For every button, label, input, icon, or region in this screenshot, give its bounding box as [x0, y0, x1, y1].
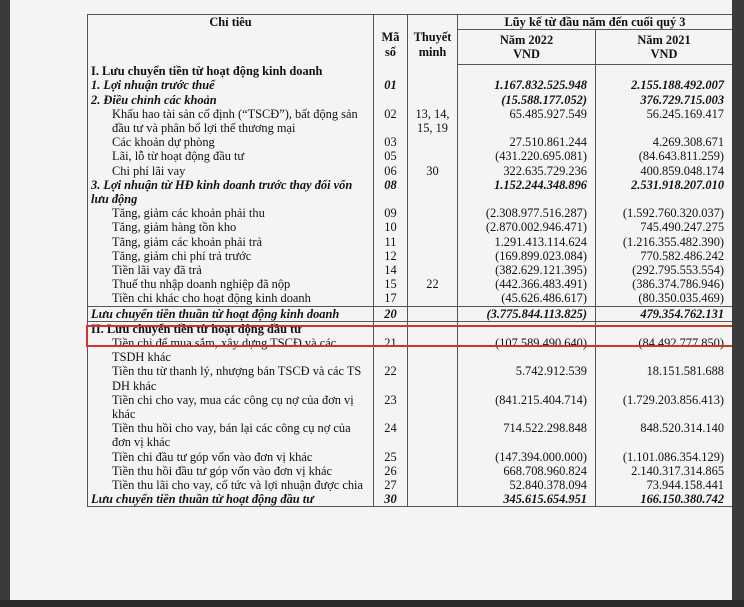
row-code: 02 — [374, 107, 408, 135]
bottom-strip — [0, 600, 744, 607]
row-value-2022: (2.308.977.516.287) — [458, 206, 596, 220]
row-value-2021: (80.350.035.469) — [596, 291, 733, 306]
row-value-2021: 376.729.715.003 — [596, 93, 733, 107]
row-note — [408, 135, 458, 149]
row-label: Tiền chi đầu tư góp vốn vào đơn vị khác — [88, 450, 374, 464]
row-label: Thuế thu nhập doanh nghiệp đã nộp — [88, 277, 374, 291]
row-label: 2. Điều chỉnh các khoản — [88, 93, 374, 107]
row-label: II. Lưu chuyển tiền từ hoạt động đầu tư — [88, 321, 374, 336]
row-label: Chi phí lãi vay — [88, 164, 374, 178]
row-note — [408, 263, 458, 277]
row-code: 14 — [374, 263, 408, 277]
row-note — [408, 206, 458, 220]
row-value-2021: 2.140.317.314.865 — [596, 464, 733, 478]
row-value-2021: (1.729.203.856.413) — [596, 393, 733, 421]
row-value-2022: (442.366.483.491) — [458, 277, 596, 291]
table-row — [88, 149, 733, 163]
row-note — [408, 235, 458, 249]
row-label: Tiền chi để mua sắm, xây dựng TSCĐ và các TSDH khác — [88, 336, 374, 364]
row-note — [408, 450, 458, 464]
row-note — [408, 178, 458, 206]
row-value-2021 — [596, 64, 733, 78]
row-value-2021: 400.859.048.174 — [596, 164, 733, 178]
row-note — [408, 478, 458, 492]
row-note — [408, 64, 458, 78]
row-note — [408, 421, 458, 449]
row-label: Lưu chuyển tiền thuần từ hoạt động kinh doanh — [88, 306, 374, 321]
row-note — [408, 220, 458, 234]
row-value-2022: 345.615.654.951 — [458, 492, 596, 507]
row-value-2022: 1.152.244.348.896 — [458, 178, 596, 206]
row-value-2022: (15.588.177.052) — [458, 93, 596, 107]
row-code: 26 — [374, 464, 408, 478]
table-row — [88, 277, 733, 291]
row-value-2021: (1.592.760.320.037) — [596, 206, 733, 220]
row-value-2022: (841.215.404.714) — [458, 393, 596, 421]
header-thuyet-minh: Thuyết minh — [408, 15, 458, 65]
table-row — [88, 450, 733, 464]
row-label: Tiền lãi vay đã trả — [88, 263, 374, 277]
row-value-2022: 27.510.861.244 — [458, 135, 596, 149]
row-code: 06 — [374, 164, 408, 178]
table-row — [88, 364, 733, 392]
row-value-2022: (107.589.490.640) — [458, 336, 596, 364]
row-code: 03 — [374, 135, 408, 149]
row-value-2022: (431.220.695.081) — [458, 149, 596, 163]
row-code: 01 — [374, 78, 408, 92]
row-code — [374, 321, 408, 336]
table-row — [88, 492, 733, 507]
row-value-2022: 322.635.729.236 — [458, 164, 596, 178]
row-label: Tiền thu hồi đầu tư góp vốn vào đơn vị khác — [88, 464, 374, 478]
row-label: 3. Lợi nhuận từ HĐ kinh doanh trước thay đổi vốn lưu động — [88, 178, 374, 206]
row-note — [408, 291, 458, 306]
header-vnd-2021: VND — [596, 47, 733, 64]
table-row — [88, 178, 733, 206]
header-vnd-2022: VND — [458, 47, 596, 64]
header-nam-2021: Năm 2021 — [596, 30, 733, 48]
row-value-2021: (1.216.355.482.390) — [596, 235, 733, 249]
row-value-2022 — [458, 321, 596, 336]
row-label: Tiền chi khác cho hoạt động kinh doanh — [88, 291, 374, 306]
row-value-2021: 56.245.169.417 — [596, 107, 733, 135]
row-note: 13, 14, 15, 19 — [408, 107, 458, 135]
row-label: Tiền thu hồi cho vay, bán lại các công cụ nợ của đơn vị khác — [88, 421, 374, 449]
table-row — [88, 336, 733, 364]
row-value-2021 — [596, 321, 733, 336]
row-note — [408, 93, 458, 107]
row-value-2022 — [458, 64, 596, 78]
row-code: 05 — [374, 149, 408, 163]
row-note: 22 — [408, 277, 458, 291]
row-label: Lưu chuyển tiền thuần từ hoạt động đầu tư — [88, 492, 374, 507]
row-code — [374, 93, 408, 107]
row-label: Tiền thu từ thanh lý, nhượng bán TSCĐ và các TS DH khác — [88, 364, 374, 392]
table-row — [88, 464, 733, 478]
row-value-2021: 2.531.918.207.010 — [596, 178, 733, 206]
table-row — [88, 135, 733, 149]
row-value-2021: 4.269.308.671 — [596, 135, 733, 149]
cash-flow-table — [87, 14, 732, 507]
row-code: 23 — [374, 393, 408, 421]
row-label: Tiền chi cho vay, mua các công cụ nợ của đơn vị khác — [88, 393, 374, 421]
header-chi-tieu: Chỉ tiêu — [88, 15, 374, 65]
row-value-2022: (147.394.000.000) — [458, 450, 596, 464]
row-code: 30 — [374, 492, 408, 507]
row-code: 22 — [374, 364, 408, 392]
row-label: Các khoản dự phòng — [88, 135, 374, 149]
row-value-2022: 1.291.413.114.624 — [458, 235, 596, 249]
row-label: Tăng, giảm các khoản phải trả — [88, 235, 374, 249]
row-code: 25 — [374, 450, 408, 464]
row-value-2021: 848.520.314.140 — [596, 421, 733, 449]
row-note — [408, 492, 458, 507]
table-row — [88, 206, 733, 220]
row-code: 10 — [374, 220, 408, 234]
row-label: Tiền thu lãi cho vay, cổ tức và lợi nhuận được chia — [88, 478, 374, 492]
row-value-2021: 770.582.486.242 — [596, 249, 733, 263]
row-value-2021: 745.490.247.275 — [596, 220, 733, 234]
row-code: 27 — [374, 478, 408, 492]
row-note — [408, 364, 458, 392]
table-row — [88, 421, 733, 449]
row-value-2021: (292.795.553.554) — [596, 263, 733, 277]
row-code: 09 — [374, 206, 408, 220]
row-label: 1. Lợi nhuận trước thuế — [88, 78, 374, 92]
row-value-2022: (169.899.023.084) — [458, 249, 596, 263]
row-value-2021: (84.643.811.259) — [596, 149, 733, 163]
row-value-2021: 479.354.762.131 — [596, 306, 733, 321]
row-note — [408, 149, 458, 163]
header-ma-so: Mã số — [374, 15, 408, 65]
header-luy-ke: Lũy kế từ đầu năm đến cuối quý 3 — [458, 15, 733, 30]
row-value-2022: (382.629.121.395) — [458, 263, 596, 277]
row-code: 17 — [374, 291, 408, 306]
table-row — [88, 393, 733, 421]
row-value-2022: 52.840.378.094 — [458, 478, 596, 492]
row-code: 15 — [374, 277, 408, 291]
row-label: Khấu hao tài sản cố định (“TSCĐ”), bất động sản đầu tư và phân bổ lợi thế thương mại — [88, 107, 374, 135]
row-note — [408, 336, 458, 364]
row-note — [408, 321, 458, 336]
row-note: 30 — [408, 164, 458, 178]
table-row — [88, 78, 733, 92]
row-value-2021: (84.492.777.850) — [596, 336, 733, 364]
table-row — [88, 263, 733, 277]
table-row — [88, 64, 733, 78]
row-note — [408, 78, 458, 92]
row-value-2021: (1.101.086.354.129) — [596, 450, 733, 464]
row-value-2021: 166.150.380.742 — [596, 492, 733, 507]
table-row — [88, 107, 733, 135]
table-row — [88, 93, 733, 107]
row-value-2022: (3.775.844.113.825) — [458, 306, 596, 321]
row-value-2022: (45.626.486.617) — [458, 291, 596, 306]
row-note — [408, 306, 458, 321]
row-value-2021: 2.155.188.492.007 — [596, 78, 733, 92]
document-page — [10, 0, 732, 600]
row-value-2021: (386.374.786.946) — [596, 277, 733, 291]
row-value-2021: 18.151.581.688 — [596, 364, 733, 392]
row-code: 12 — [374, 249, 408, 263]
table-row — [88, 220, 733, 234]
row-code: 11 — [374, 235, 408, 249]
table-row — [88, 321, 733, 336]
header-nam-2022: Năm 2022 — [458, 30, 596, 48]
table-row — [88, 306, 733, 321]
row-label: Lãi, lỗ từ hoạt động đầu tư — [88, 149, 374, 163]
row-value-2022: 668.708.960.824 — [458, 464, 596, 478]
row-value-2022: 1.167.832.525.948 — [458, 78, 596, 92]
row-note — [408, 249, 458, 263]
row-code: 08 — [374, 178, 408, 206]
row-value-2021: 73.944.158.441 — [596, 478, 733, 492]
row-value-2022: 714.522.298.848 — [458, 421, 596, 449]
row-code: 24 — [374, 421, 408, 449]
row-label: Tăng, giảm hàng tồn kho — [88, 220, 374, 234]
row-code: 20 — [374, 306, 408, 321]
table-row — [88, 164, 733, 178]
table-body — [88, 64, 733, 507]
row-value-2022: 5.742.912.539 — [458, 364, 596, 392]
row-code — [374, 64, 408, 78]
row-value-2022: 65.485.927.549 — [458, 107, 596, 135]
row-value-2022: (2.870.002.946.471) — [458, 220, 596, 234]
row-label: Tăng, giảm chi phí trả trước — [88, 249, 374, 263]
table-row — [88, 291, 733, 306]
table-row — [88, 478, 733, 492]
row-note — [408, 393, 458, 421]
row-label: Tăng, giảm các khoản phải thu — [88, 206, 374, 220]
row-label: I. Lưu chuyển tiền từ hoạt động kinh doanh — [88, 64, 374, 78]
row-code: 21 — [374, 336, 408, 364]
row-note — [408, 464, 458, 478]
table-row — [88, 235, 733, 249]
table-row — [88, 249, 733, 263]
